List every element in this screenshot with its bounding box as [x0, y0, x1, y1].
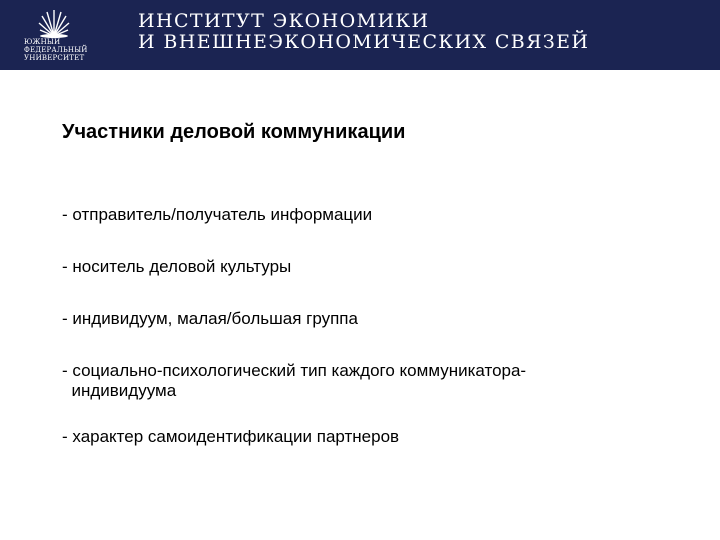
list-item: - носитель деловой культуры	[62, 257, 292, 276]
logo-line: УНИВЕРСИТЕТ	[24, 54, 85, 62]
institute-title	[138, 11, 589, 53]
list-item: - индивидуум, малая/большая группа	[62, 309, 358, 328]
university-logo	[24, 8, 120, 64]
institute-title-line2: И ВНЕШНЕЭКОНОМИЧЕСКИХ СВЯЗЕЙ	[138, 31, 590, 53]
list-item: - отправитель/получатель информации	[62, 205, 373, 224]
institute-title-line1: ИНСТИТУТ ЭКОНОМИКИ	[138, 10, 430, 32]
sunburst-emblem-icon	[38, 8, 70, 38]
participants-list	[62, 205, 662, 479]
list-item: - социально-психологический тип каждого коммуникатора- индивидуума	[62, 361, 527, 400]
logo-text	[24, 38, 120, 62]
logo-line: ЮЖНЫЙ	[24, 38, 61, 46]
list-item: - характер самоидентификации партнеров	[62, 427, 400, 446]
logo-line: ФЕДЕРАЛЬНЫЙ	[24, 46, 88, 54]
slide-title: Участники деловой коммуникации	[62, 121, 406, 143]
header-bar	[0, 0, 720, 70]
